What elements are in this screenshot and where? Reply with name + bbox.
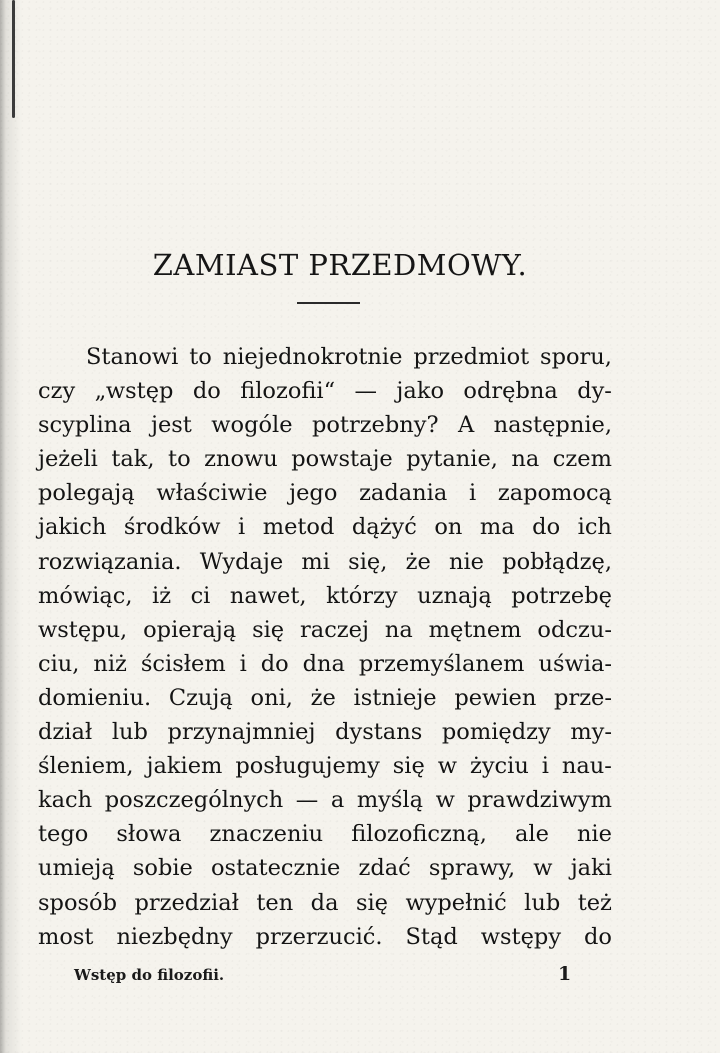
word: niż <box>93 650 127 677</box>
word: i <box>238 514 246 541</box>
word: się <box>392 753 425 780</box>
text-line <box>38 579 612 613</box>
word: da <box>310 889 339 916</box>
text-line <box>38 647 612 681</box>
text-line <box>38 340 612 374</box>
paragraph <box>38 340 612 954</box>
word: Stanowi <box>86 344 179 370</box>
word: na <box>511 446 540 473</box>
word: słowa <box>116 821 182 848</box>
word: nawet, <box>229 582 307 609</box>
word: „wstęp <box>94 378 174 405</box>
word: metod <box>262 514 335 541</box>
word: ma <box>479 514 515 541</box>
word: następnie, <box>493 412 612 439</box>
word: nau- <box>561 753 612 780</box>
word: kach <box>38 787 93 814</box>
word: sposób <box>38 889 117 916</box>
word: jako <box>396 378 444 405</box>
word: dążyć <box>351 514 417 541</box>
word: prawdziwym <box>467 787 612 814</box>
word: domieniu. <box>38 684 152 711</box>
word: posługujemy <box>235 753 380 780</box>
text-line <box>38 851 612 885</box>
text-line <box>38 613 612 647</box>
word: pewien <box>454 684 537 711</box>
text-line <box>38 886 612 920</box>
word: wypełnić <box>405 889 507 916</box>
word: prze- <box>554 684 612 711</box>
word: nie <box>576 821 612 848</box>
word: środków <box>123 514 221 541</box>
word: dystans <box>335 719 423 746</box>
word: jaki <box>570 855 612 882</box>
word: poszczególnych <box>104 787 284 814</box>
word: sobie <box>132 855 193 882</box>
word: odczu- <box>537 616 612 643</box>
text-line <box>38 749 612 783</box>
word: filozofii“ <box>240 378 336 405</box>
word: jakiem <box>146 753 223 780</box>
word: — <box>295 787 319 814</box>
word: nie <box>448 548 484 575</box>
text-line <box>38 442 612 476</box>
word: zdać <box>358 855 411 882</box>
word: znaczeniu <box>209 821 324 848</box>
word: znowu <box>204 446 278 473</box>
word: niejednokrotnie <box>222 344 403 370</box>
word: w <box>435 787 455 814</box>
word: przynajmniej <box>167 719 316 746</box>
word: to <box>189 344 212 370</box>
word: i <box>468 480 477 507</box>
word: tak, <box>111 446 155 473</box>
word: którzy <box>326 582 398 609</box>
word: Wydaje <box>199 548 284 575</box>
word: — <box>354 378 377 405</box>
word: ciu, <box>38 650 80 677</box>
word: pomiędzy <box>441 719 551 746</box>
word: tego <box>38 821 89 848</box>
word: ten <box>256 889 294 916</box>
word: że <box>310 684 336 711</box>
word: zadania <box>359 480 448 507</box>
word: dna <box>302 650 345 677</box>
word: powstaje <box>291 446 393 473</box>
word: a <box>330 787 345 814</box>
text-line <box>38 783 612 817</box>
word: scyplina <box>38 412 132 439</box>
word: się, <box>348 548 388 575</box>
word: przemyślanem <box>358 650 525 677</box>
text-line <box>38 374 612 408</box>
word: przedział <box>134 889 239 916</box>
word: my- <box>570 719 612 746</box>
word: rozwiązania. <box>38 548 182 575</box>
word: istnieje <box>353 684 437 711</box>
word: przedmiot <box>413 344 530 370</box>
text-line <box>38 545 612 579</box>
word: wogóle <box>211 412 293 439</box>
word: do <box>192 378 221 405</box>
word: życiu <box>469 753 529 780</box>
word: i <box>541 753 549 780</box>
word: ci <box>190 582 211 609</box>
word: most <box>38 923 94 950</box>
word: ścisłem <box>140 650 226 677</box>
word: uznają <box>417 582 492 609</box>
word: odrębna <box>463 378 558 405</box>
word: do <box>532 514 561 541</box>
word: wstępy <box>480 923 562 950</box>
word: potrzebny? <box>311 412 439 439</box>
word: umieją <box>38 855 115 882</box>
word: na <box>384 616 413 643</box>
word: jakich <box>38 514 107 541</box>
word: to <box>168 446 191 473</box>
text-line <box>38 681 612 715</box>
text-line <box>38 920 612 954</box>
word: też <box>577 889 612 916</box>
word: mętnem <box>428 616 522 643</box>
word: jeżeli <box>38 446 98 473</box>
heading-rule <box>297 302 360 304</box>
word: Stąd <box>405 923 458 950</box>
word: ale <box>514 821 549 848</box>
word: raczej <box>300 616 369 643</box>
word: jest <box>150 412 192 439</box>
word: do <box>260 650 289 677</box>
word: wstępu, <box>38 616 128 643</box>
word: w <box>533 855 553 882</box>
word: sprawy, <box>428 855 516 882</box>
binding-edge <box>12 0 15 118</box>
word: Czują <box>168 684 233 711</box>
word: zapomocą <box>497 480 612 507</box>
word: mi <box>301 548 330 575</box>
word: się <box>252 616 285 643</box>
word: lub <box>111 719 148 746</box>
word: dy- <box>577 378 612 405</box>
word: A <box>457 412 475 439</box>
chapter-heading: ZAMIAST PRZEDMOWY. <box>152 248 528 282</box>
word: uświa- <box>538 650 612 677</box>
word: ostatecznie <box>211 855 341 882</box>
word: do <box>583 923 612 950</box>
page-gutter-shadow <box>0 0 22 1053</box>
word: oni, <box>250 684 293 711</box>
word: potrzebę <box>511 582 612 609</box>
word: pytanie, <box>406 446 498 473</box>
word: właściwie <box>156 480 268 507</box>
word: filozoficzną, <box>351 821 487 848</box>
word: i <box>239 650 247 677</box>
word: sporu, <box>540 344 612 370</box>
word: jego <box>289 480 338 507</box>
word: śleniem, <box>38 753 134 780</box>
word: mówiąc, <box>38 582 133 609</box>
word: w <box>437 753 458 780</box>
page-number: 1 <box>558 963 572 985</box>
word: lub <box>524 889 561 916</box>
word: ich <box>577 514 612 541</box>
text-line <box>38 510 612 544</box>
text-line <box>38 408 612 442</box>
word: myślą <box>356 787 424 814</box>
text-line <box>38 817 612 851</box>
text-line <box>38 476 612 510</box>
word: że <box>405 548 431 575</box>
word: czy <box>38 378 76 405</box>
word: on <box>434 514 463 541</box>
word: czem <box>552 446 612 473</box>
word: iż <box>152 582 172 609</box>
text-line <box>38 715 612 749</box>
word: się <box>355 889 388 916</box>
word: polegają <box>38 480 135 507</box>
word: pobłądzę, <box>502 548 612 575</box>
word: dział <box>38 719 93 746</box>
word: przerzucić. <box>255 923 383 950</box>
word: niezbędny <box>116 923 233 950</box>
word: opierają <box>143 616 237 643</box>
running-footer-title: Wstęp do filozofii. <box>74 966 225 984</box>
